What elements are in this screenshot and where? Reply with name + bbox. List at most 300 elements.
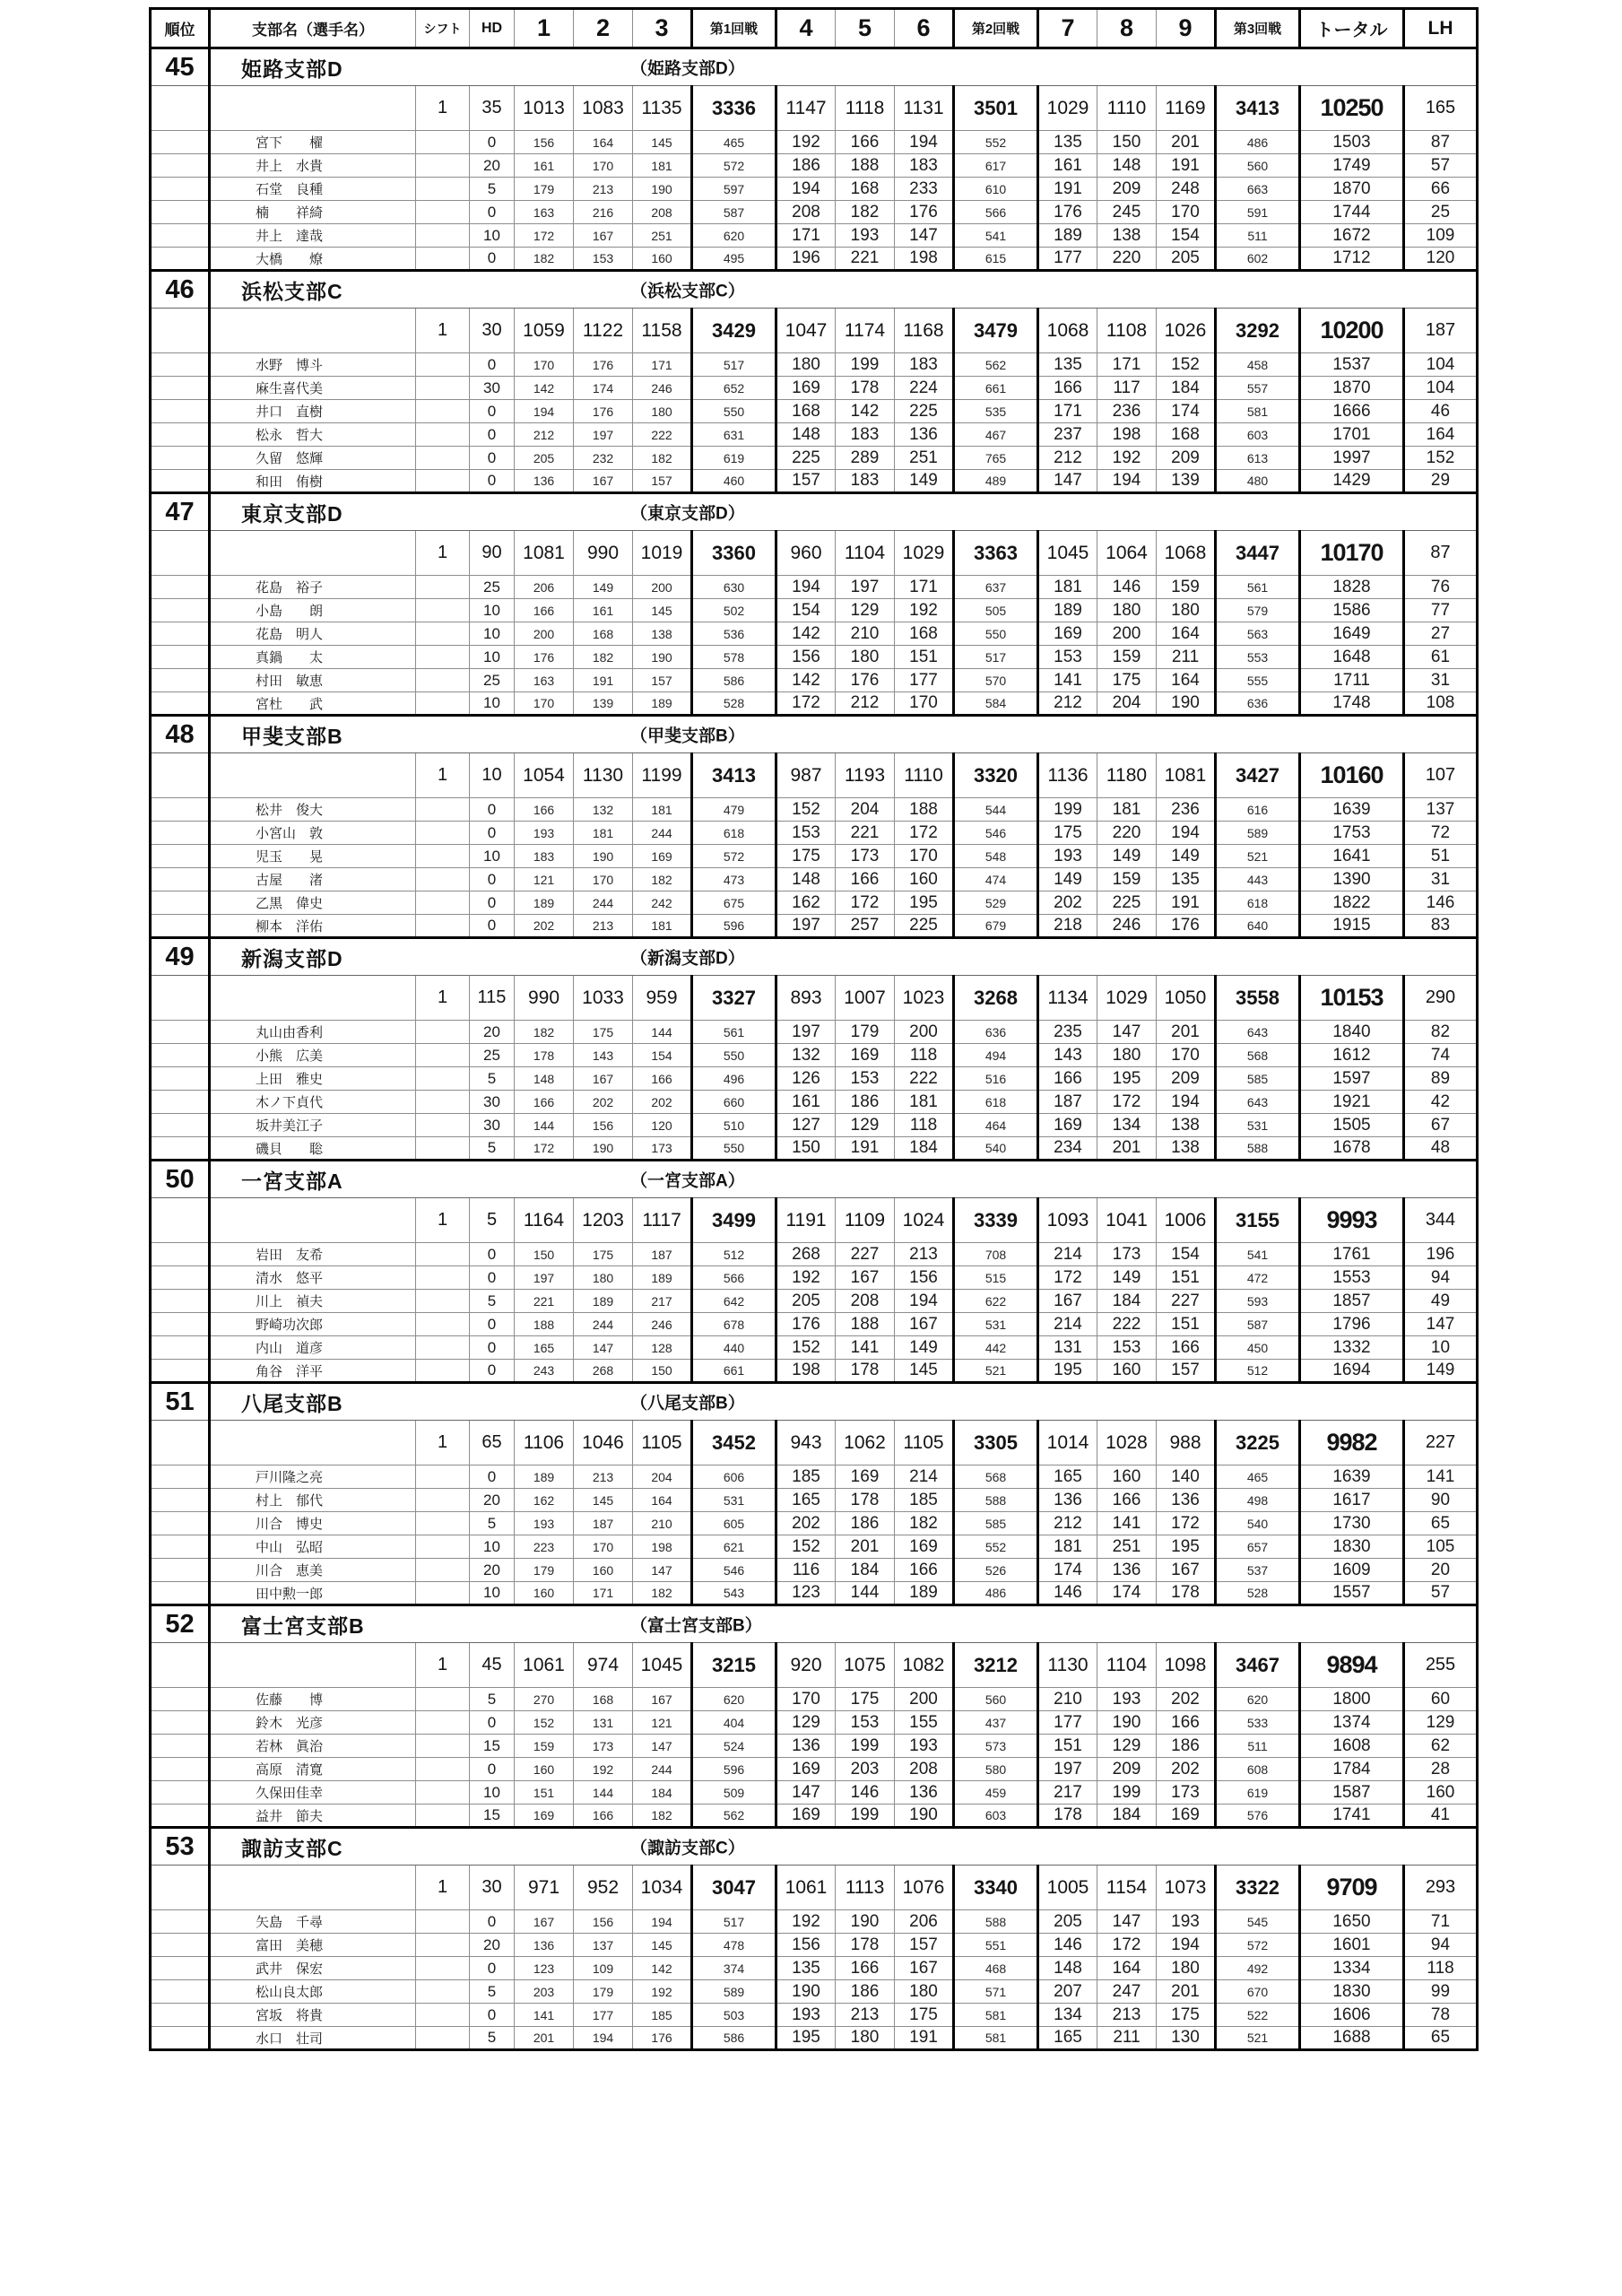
lh: 160 (1404, 1781, 1478, 1805)
branch-name: 一宮支部A (241, 1169, 343, 1193)
game-8: 149 (1097, 1266, 1157, 1290)
player-row (151, 1336, 1478, 1360)
hd: 5 (470, 178, 515, 201)
game-2: 143 (574, 1044, 633, 1067)
hd: 30 (470, 377, 515, 400)
player-name: 丸山由香利 (210, 1021, 416, 1044)
player-name: 松山良太郎 (210, 1980, 416, 2004)
game-4: 180 (776, 353, 836, 377)
game-5: 190 (836, 1910, 895, 1934)
hd: 0 (470, 1336, 515, 1360)
game-5: 186 (836, 1512, 895, 1535)
lh: 196 (1404, 1243, 1478, 1266)
round-1-total: 502 (692, 599, 776, 622)
team-game-3: 959 (633, 976, 692, 1021)
lh: 120 (1404, 248, 1478, 271)
total: 1800 (1300, 1688, 1404, 1711)
branch-name: 富士宮支部B (241, 1613, 365, 1638)
team-game-7: 1136 (1038, 753, 1097, 798)
round-2-total: 636 (954, 1021, 1038, 1044)
shift (416, 1688, 470, 1711)
game-9: 164 (1157, 669, 1216, 692)
player-name: 宮坂 将貴 (210, 2004, 416, 2027)
game-1: 156 (515, 131, 574, 154)
team-total-row (151, 753, 1478, 798)
team-game-3: 1135 (633, 86, 692, 131)
header-game-4: 4 (776, 9, 836, 48)
game-3: 192 (633, 1980, 692, 2004)
hd: 30 (470, 1091, 515, 1114)
game-3: 169 (633, 845, 692, 868)
hd: 0 (470, 1910, 515, 1934)
game-3: 182 (633, 1582, 692, 1605)
game-6: 118 (895, 1114, 954, 1137)
game-2: 147 (574, 1336, 633, 1360)
round-3-total: 533 (1216, 1711, 1300, 1735)
rank-empty (151, 1465, 210, 1489)
rank-empty (151, 1198, 210, 1243)
round-3-total: 540 (1216, 1512, 1300, 1535)
game-3: 204 (633, 1465, 692, 1489)
team-game-2: 990 (574, 531, 633, 576)
round-3-total: 616 (1216, 798, 1300, 822)
game-1: 162 (515, 1489, 574, 1512)
game-2: 192 (574, 1758, 633, 1781)
round-1-total: 440 (692, 1336, 776, 1360)
game-7: 153 (1038, 646, 1097, 669)
game-5: 186 (836, 1091, 895, 1114)
player-row (151, 1688, 1478, 1711)
shift (416, 798, 470, 822)
game-7: 171 (1038, 400, 1097, 423)
round-2-total: 540 (954, 1137, 1038, 1161)
player-name: 水野 博斗 (210, 353, 416, 377)
round-3-total: 585 (1216, 1067, 1300, 1091)
rank-empty (151, 1044, 210, 1067)
player-row (151, 798, 1478, 822)
total: 1784 (1300, 1758, 1404, 1781)
game-6: 191 (895, 2027, 954, 2050)
lh: 41 (1404, 1805, 1478, 1828)
lh: 141 (1404, 1465, 1478, 1489)
rank-empty (151, 178, 210, 201)
game-9: 138 (1157, 1114, 1216, 1137)
total: 1505 (1300, 1114, 1404, 1137)
game-6: 224 (895, 377, 954, 400)
game-9: 211 (1157, 646, 1216, 669)
game-3: 171 (633, 353, 692, 377)
total: 1672 (1300, 224, 1404, 248)
player-row (151, 1243, 1478, 1266)
total: 1870 (1300, 178, 1404, 201)
round-1-total: 517 (692, 1910, 776, 1934)
player-row (151, 224, 1478, 248)
game-3: 198 (633, 1535, 692, 1559)
game-1: 152 (515, 1711, 574, 1735)
game-7: 141 (1038, 669, 1097, 692)
game-3: 190 (633, 178, 692, 201)
game-2: 182 (574, 646, 633, 669)
game-8: 160 (1097, 1465, 1157, 1489)
player-name: 高原 清寛 (210, 1758, 416, 1781)
team-game-6: 1029 (895, 531, 954, 576)
team-shift: 1 (416, 86, 470, 131)
game-7: 178 (1038, 1805, 1097, 1828)
game-7: 177 (1038, 1711, 1097, 1735)
game-5: 186 (836, 1980, 895, 2004)
shift (416, 822, 470, 845)
total: 1537 (1300, 353, 1404, 377)
name-empty (210, 753, 416, 798)
name-empty (210, 86, 416, 131)
game-7: 193 (1038, 845, 1097, 868)
game-1: 170 (515, 353, 574, 377)
shift (416, 1360, 470, 1383)
rank-empty (151, 470, 210, 493)
total: 1639 (1300, 1465, 1404, 1489)
lh: 28 (1404, 1758, 1478, 1781)
team-lh: 290 (1404, 976, 1478, 1021)
shift (416, 1243, 470, 1266)
game-5: 168 (836, 178, 895, 201)
game-4: 148 (776, 423, 836, 447)
game-9: 194 (1157, 822, 1216, 845)
game-3: 189 (633, 692, 692, 716)
game-7: 195 (1038, 1360, 1097, 1383)
game-6: 171 (895, 576, 954, 599)
player-row (151, 2027, 1478, 2050)
game-4: 152 (776, 1535, 836, 1559)
game-5: 166 (836, 1957, 895, 1980)
game-2: 189 (574, 1290, 633, 1313)
rank-empty (151, 1021, 210, 1044)
game-3: 138 (633, 622, 692, 646)
game-3: 182 (633, 447, 692, 470)
team-total-row (151, 976, 1478, 1021)
game-7: 146 (1038, 1582, 1097, 1605)
game-1: 221 (515, 1290, 574, 1313)
game-3: 157 (633, 470, 692, 493)
round-2-total: 585 (954, 1512, 1038, 1535)
round-1-total: 503 (692, 2004, 776, 2027)
round-3-total: 603 (1216, 423, 1300, 447)
shift (416, 248, 470, 271)
rank-empty (151, 1290, 210, 1313)
game-7: 207 (1038, 1980, 1097, 2004)
team-game-4: 920 (776, 1643, 836, 1688)
game-6: 168 (895, 622, 954, 646)
rank-cell: 53 (151, 1828, 210, 1866)
total: 1617 (1300, 1489, 1404, 1512)
rank-cell: 48 (151, 716, 210, 753)
round-2-total: 546 (954, 822, 1038, 845)
game-1: 160 (515, 1758, 574, 1781)
game-3: 120 (633, 1114, 692, 1137)
game-8: 198 (1097, 423, 1157, 447)
game-5: 153 (836, 1711, 895, 1735)
hd: 5 (470, 1290, 515, 1313)
lh: 57 (1404, 154, 1478, 178)
team-game-9: 1098 (1157, 1643, 1216, 1688)
round-2-total: 581 (954, 2004, 1038, 2027)
game-1: 159 (515, 1735, 574, 1758)
game-1: 223 (515, 1535, 574, 1559)
shift (416, 1980, 470, 2004)
branch-cell (210, 938, 1478, 976)
player-row (151, 1360, 1478, 1383)
hd: 0 (470, 2004, 515, 2027)
game-4: 152 (776, 798, 836, 822)
player-row (151, 669, 1478, 692)
lh: 29 (1404, 470, 1478, 493)
rank-cell: 51 (151, 1383, 210, 1421)
round-2-total: 468 (954, 1957, 1038, 1980)
player-row (151, 447, 1478, 470)
game-6: 180 (895, 1980, 954, 2004)
team-game-8: 1028 (1097, 1421, 1157, 1465)
branch-cell (210, 1828, 1478, 1866)
game-8: 159 (1097, 646, 1157, 669)
round-1-total: 586 (692, 2027, 776, 2050)
team-game-4: 943 (776, 1421, 836, 1465)
round-3-total: 557 (1216, 377, 1300, 400)
shift (416, 178, 470, 201)
player-row (151, 1934, 1478, 1957)
rank-empty (151, 86, 210, 131)
round-3-total: 521 (1216, 845, 1300, 868)
total: 1374 (1300, 1711, 1404, 1735)
section-title-row (151, 1828, 1478, 1866)
game-1: 163 (515, 201, 574, 224)
game-7: 212 (1038, 1512, 1097, 1535)
header-shift: シフト (416, 9, 470, 48)
lh: 82 (1404, 1021, 1478, 1044)
game-1: 202 (515, 915, 574, 938)
total: 1429 (1300, 470, 1404, 493)
game-4: 205 (776, 1290, 836, 1313)
lh: 149 (1404, 1360, 1478, 1383)
player-name: 和田 侑樹 (210, 470, 416, 493)
game-3: 145 (633, 131, 692, 154)
header-round-1: 第1回戦 (692, 9, 776, 48)
rank-empty (151, 1781, 210, 1805)
lh: 146 (1404, 891, 1478, 915)
branch-name-sub: （八尾支部B） (630, 1394, 745, 1413)
game-4: 194 (776, 576, 836, 599)
round-2-total: 588 (954, 1910, 1038, 1934)
game-3: 164 (633, 1489, 692, 1512)
hd: 25 (470, 576, 515, 599)
round-1-total: 566 (692, 1266, 776, 1290)
rank-empty (151, 1266, 210, 1290)
team-round-1-total: 3215 (692, 1643, 776, 1688)
game-8: 172 (1097, 1091, 1157, 1114)
rank-empty (151, 599, 210, 622)
game-4: 162 (776, 891, 836, 915)
round-2-total: 548 (954, 845, 1038, 868)
lh: 49 (1404, 1290, 1478, 1313)
game-3: 185 (633, 2004, 692, 2027)
name-empty (210, 531, 416, 576)
total: 1830 (1300, 1980, 1404, 2004)
game-9: 201 (1157, 1021, 1216, 1044)
round-1-total: 524 (692, 1735, 776, 1758)
game-2: 190 (574, 1137, 633, 1161)
team-game-9: 1081 (1157, 753, 1216, 798)
player-row (151, 1980, 1478, 2004)
game-6: 175 (895, 2004, 954, 2027)
game-2: 213 (574, 178, 633, 201)
round-3-total: 522 (1216, 2004, 1300, 2027)
rank-empty (151, 1489, 210, 1512)
game-3: 182 (633, 1805, 692, 1828)
team-game-4: 1191 (776, 1198, 836, 1243)
team-total: 10153 (1300, 976, 1404, 1021)
round-1-total: 675 (692, 891, 776, 915)
team-game-1: 1106 (515, 1421, 574, 1465)
team-round-3-total: 3225 (1216, 1421, 1300, 1465)
round-3-total: 531 (1216, 1114, 1300, 1137)
hd: 0 (470, 1313, 515, 1336)
rank-empty (151, 1980, 210, 2004)
game-9: 236 (1157, 798, 1216, 822)
game-7: 181 (1038, 576, 1097, 599)
team-total-row (151, 1198, 1478, 1243)
player-row (151, 599, 1478, 622)
game-9: 138 (1157, 1137, 1216, 1161)
branch-name-sub: （姫路支部D） (630, 59, 745, 79)
lh: 61 (1404, 646, 1478, 669)
round-2-total: 505 (954, 599, 1038, 622)
round-3-total: 537 (1216, 1559, 1300, 1582)
team-lh: 107 (1404, 753, 1478, 798)
round-3-total: 511 (1216, 224, 1300, 248)
game-7: 165 (1038, 1465, 1097, 1489)
team-total-row (151, 1643, 1478, 1688)
game-2: 170 (574, 154, 633, 178)
hd: 10 (470, 224, 515, 248)
lh: 31 (1404, 669, 1478, 692)
branch-name-sub: （一宮支部A） (630, 1171, 745, 1191)
game-2: 168 (574, 1688, 633, 1711)
hd: 0 (470, 447, 515, 470)
game-3: 181 (633, 915, 692, 938)
branch-name-sub: （浜松支部C） (630, 282, 745, 301)
branch-cell (210, 271, 1478, 309)
game-9: 154 (1157, 224, 1216, 248)
header-row (151, 9, 1478, 48)
team-game-6: 1110 (895, 753, 954, 798)
game-1: 165 (515, 1336, 574, 1360)
game-3: 147 (633, 1559, 692, 1582)
game-6: 189 (895, 1582, 954, 1605)
round-3-total: 643 (1216, 1091, 1300, 1114)
game-8: 173 (1097, 1243, 1157, 1266)
team-game-8: 1029 (1097, 976, 1157, 1021)
game-9: 178 (1157, 1582, 1216, 1605)
hd: 0 (470, 1360, 515, 1383)
team-game-3: 1034 (633, 1866, 692, 1910)
lh: 57 (1404, 1582, 1478, 1605)
game-4: 171 (776, 224, 836, 248)
section-title-row (151, 1161, 1478, 1198)
team-game-4: 960 (776, 531, 836, 576)
game-2: 160 (574, 1559, 633, 1582)
player-name: 武井 保宏 (210, 1957, 416, 1980)
game-5: 199 (836, 353, 895, 377)
round-1-total: 465 (692, 131, 776, 154)
round-2-total: 610 (954, 178, 1038, 201)
game-3: 242 (633, 891, 692, 915)
game-4: 169 (776, 1805, 836, 1828)
player-row (151, 1758, 1478, 1781)
team-total: 10170 (1300, 531, 1404, 576)
hd: 0 (470, 1957, 515, 1980)
game-7: 165 (1038, 2027, 1097, 2050)
game-1: 166 (515, 599, 574, 622)
game-6: 166 (895, 1559, 954, 1582)
shift (416, 576, 470, 599)
game-3: 244 (633, 822, 692, 845)
game-8: 180 (1097, 1044, 1157, 1067)
game-9: 193 (1157, 1910, 1216, 1934)
game-7: 177 (1038, 248, 1097, 271)
player-name: 富田 美穂 (210, 1934, 416, 1957)
round-2-total: 603 (954, 1805, 1038, 1828)
game-7: 187 (1038, 1091, 1097, 1114)
game-7: 136 (1038, 1489, 1097, 1512)
rank-empty (151, 1758, 210, 1781)
game-6: 200 (895, 1021, 954, 1044)
game-7: 199 (1038, 798, 1097, 822)
total: 1796 (1300, 1313, 1404, 1336)
game-9: 168 (1157, 423, 1216, 447)
team-total-row (151, 309, 1478, 353)
game-5: 188 (836, 154, 895, 178)
team-round-3-total: 3558 (1216, 976, 1300, 1021)
game-9: 191 (1157, 891, 1216, 915)
game-2: 153 (574, 248, 633, 271)
round-2-total: 541 (954, 224, 1038, 248)
header-hd: HD (470, 9, 515, 48)
round-1-total: 496 (692, 1067, 776, 1091)
round-3-total: 553 (1216, 646, 1300, 669)
round-3-total: 563 (1216, 622, 1300, 646)
round-2-total: 580 (954, 1758, 1038, 1781)
game-3: 208 (633, 201, 692, 224)
player-name: 坂井美江子 (210, 1114, 416, 1137)
game-2: 197 (574, 423, 633, 447)
round-3-total: 511 (1216, 1735, 1300, 1758)
shift (416, 1582, 470, 1605)
game-1: 150 (515, 1243, 574, 1266)
rank-empty (151, 1582, 210, 1605)
game-6: 183 (895, 154, 954, 178)
team-round-3-total: 3155 (1216, 1198, 1300, 1243)
game-3: 145 (633, 599, 692, 622)
game-9: 186 (1157, 1735, 1216, 1758)
game-4: 168 (776, 400, 836, 423)
game-5: 169 (836, 1044, 895, 1067)
hd: 10 (470, 692, 515, 716)
game-2: 132 (574, 798, 633, 822)
shift (416, 1934, 470, 1957)
team-game-7: 1005 (1038, 1866, 1097, 1910)
game-6: 177 (895, 669, 954, 692)
round-3-total: 581 (1216, 400, 1300, 423)
game-1: 170 (515, 692, 574, 716)
game-8: 200 (1097, 622, 1157, 646)
